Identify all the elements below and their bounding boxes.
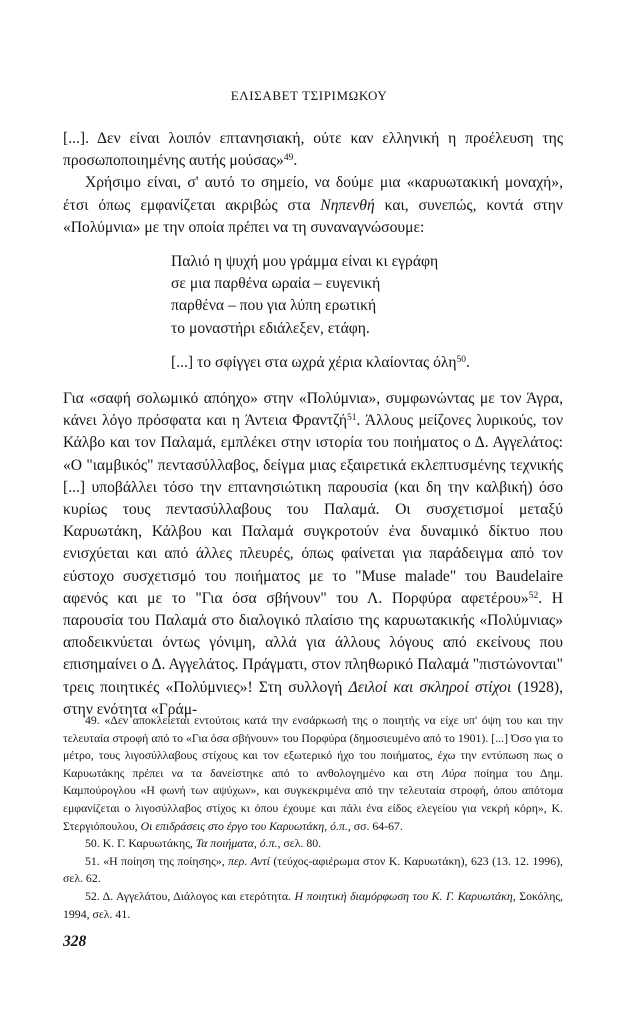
footnote-49-text-b: ποίημα του Δημ. Καμπούρογλου «Η φωνή των αψύχων», και συγκεκριμένα από την τελευταία στροφή, όπου απότομα εμφανίζεται ο λιγοσύλλαβος στίχος κι όπου έχουμε και πάλι ένα είδος ελεγείου για νεκρή κόρη», Κ. Στεργιόπουλου, — [63, 765, 563, 833]
footnote-50-text-a: 50. Κ. Γ. Καρυωτάκης, — [85, 836, 196, 851]
paragraph-1-end: . — [293, 152, 298, 170]
footnote-52-em: Η ποιητική διαμόρφωση του Κ. Γ. Καρυωτάκη — [294, 888, 513, 903]
paragraph-3-text-d: (1928), στην ενότητα «Γράμ- — [63, 678, 563, 718]
footnotes — [63, 712, 563, 923]
paragraph-2 — [63, 172, 563, 239]
poem-quote — [171, 251, 563, 374]
footnote-49-text-c: , σσ. 64-67. — [347, 818, 403, 833]
footnote-51 — [63, 853, 563, 888]
poem-line: σε μια παρθένα ωραία – ευγενική — [171, 275, 381, 293]
poem-last-line-end: . — [466, 353, 470, 371]
running-head: ΕΛΙΣΑΒΕΤ ΤΣΙΡΙΜΩΚΟΥ — [230, 88, 388, 103]
poem-last-line-text: [...] το σφίγγει στα ωχρά χέρια κλαίοντας όλη — [171, 353, 457, 371]
footnote-52-text-b: , Σοκόλης, 1994, σελ. 41. — [63, 888, 563, 921]
footnote-51-text-a: 51. «Η ποίηση της ποίησης», — [85, 853, 229, 868]
footnote-49-text-a: 49. «Δεν αποκλείεται εντούτοις κατά την ενσάρκωσή της ο ποιητής να είχε υπ' όψη του και την τελευταία στροφή από το «Για όσα σβήνουν» του Πορφύρα (δημοσιευμένο από το 1901). [...] Όσο για το μέτρο, τους λιγοσύλλαβους στίχους και τον εξωτερικό ήχο του ποιήματος, έχω την εντύπωση πως ο Καρυωτάκης πρέπει να τα δανείστηκε από το ανθολογημένο και στη — [63, 713, 563, 780]
title-deiloi-kai-skliroi-stixoi: Δειλοί και σκληροί στίχοι — [348, 678, 512, 696]
poem-line: Παλιό η ψυχή μου γράμμα είναι κι εγράφη — [171, 253, 439, 271]
footnote-ref-50[interactable]: 50 — [456, 354, 467, 365]
footnote-49 — [63, 712, 563, 835]
paragraph-1 — [63, 128, 563, 172]
paragraph-1-text: [...]. Δεν είναι λοιπόν επτανησιακή, ούτε καν ελληνική η προέλευση της προσωποποιημένης αυτής μούσας» — [63, 130, 563, 170]
footnote-51-text-b: (τεύχος-αφιέρωμα στον Κ. Καρυωτάκη), 623 (13. 12. 1996), σελ. 62. — [63, 853, 563, 886]
poem-line: παρθένα – που για λύπη ερωτική — [171, 297, 377, 315]
footnote-50 — [63, 835, 563, 853]
footnote-50-text-b: , σελ. 80. — [277, 836, 322, 851]
paragraph-3-text-b: . Άλλους μείζονες λυρικούς, τον Κάλβο και τον Παλαμά, εμπλέκει στην ιστορία του ποιήματος ο Δ. Αγγελάτος: «Ο "ιαμβικός" πεντασύλλαβος, δείγμα μιας εξαιρετικά εκλεπτυσμένης τεχνικής [...] υποβάλλει τόσο την επτανησιώτικη παρουσία (και δη την καλβική) όσο κυρίως τους πεντασύλλαβους του Παλαμά. Οι συσχετισμοί μεταξύ Καρυωτάκη, Κάλβου και Παλαμά συγκροτούν ένα δυναμικό δίκτυο που ενισχύεται και από άλλες πλευρές, όπως φαίνεται για παράδειγμα από τον εύστοχο συσχετισμό του ποιήματος με το "Muse malade" του Baudelaire αφενός και με το "Για όσα σβήνουν" του Λ. Πορφύρα αφετέρου» — [63, 412, 563, 607]
poem-last-line — [171, 352, 563, 374]
footnote-51-em: περ. Αντί — [228, 853, 270, 868]
footnote-52 — [63, 888, 563, 923]
poem-line: το μοναστήρι εδιάλεξεν, ετάφη. — [171, 319, 370, 337]
paragraph-2-text-a: Χρήσιμο είναι, σ' αυτό το σημείο, να δούμε μια «καρυωτακική μοναχή», έτσι όπως εμφανίζεται ακριβώς στα — [63, 174, 563, 214]
paragraph-3 — [63, 388, 563, 721]
footnote-50-em: Τα ποιήματα, ό.π. — [195, 836, 278, 851]
footnote-52-text-a: 52. Δ. Αγγελάτου, Διάλογος και ετερότητα. — [85, 888, 295, 903]
footnote-ref-51[interactable]: 51 — [347, 413, 357, 424]
footnote-49-em-2: Οι επιδράσεις στο έργο του Καρυωτάκη, ό.π. — [140, 818, 348, 833]
paragraph-3-text-a: Για «σαφή σολωμικό απόηχο» στην «Πολύμνια», συμφωνώντας με τον Άγρα, κάνει λόγο πρόσφατα και η Άντεια Φραντζή — [63, 390, 563, 430]
footnote-49-em-1: Λύρα — [441, 765, 467, 780]
paragraph-3-text-c: . Η παρουσία του Παλαμά στο διαλογικό πλαίσιο της καρυωτακικής «Πολύμνιας» αποδεικνύεται όντως γόνιμη, αλλά για άλλους λόγους από εκείνους που επισημαίνει ο Δ. Αγγελάτος. Πράγματι, στον πληθωρικό Παλαμά "πιστώνονται" τρεις ποιητικές «Πολύμνιες»! Στη συλλογή — [63, 589, 564, 696]
title-nipenthi: Νηπενθή — [320, 196, 375, 214]
footnote-ref-49[interactable]: 49 — [283, 153, 294, 164]
main-text — [63, 128, 563, 721]
page-number: 328 — [63, 933, 87, 950]
footnote-ref-52[interactable]: 52 — [528, 590, 539, 601]
paragraph-2-text-b: και, συνεπώς, κοντά στην «Πολύμνια» με την οποία πρέπει να τη συναναγνώσουμε: — [63, 196, 563, 236]
